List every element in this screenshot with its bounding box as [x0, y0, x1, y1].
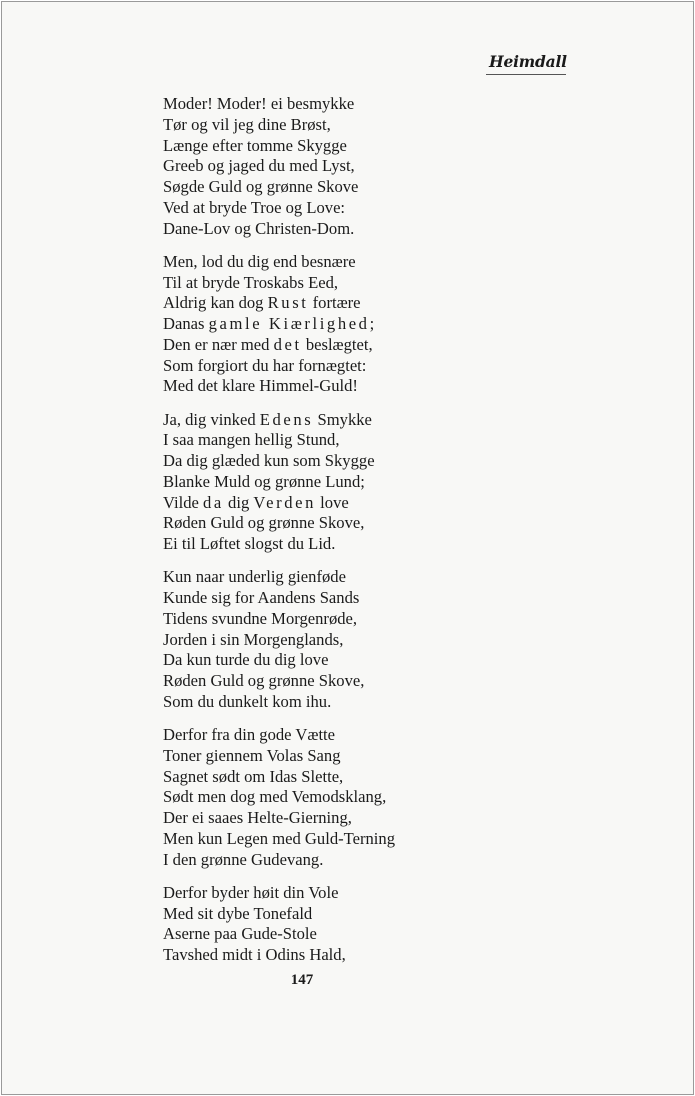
verse-line	[163, 567, 395, 588]
verse-text: Med det klare Himmel-Guld!	[163, 376, 358, 396]
verse-text: Smykke	[313, 409, 372, 429]
verse-line	[163, 904, 395, 925]
verse-line	[163, 850, 395, 871]
verse-line	[163, 945, 395, 966]
verse-line	[163, 410, 395, 431]
verse-line	[163, 650, 395, 671]
verse-line	[163, 725, 395, 746]
verse-line	[163, 376, 395, 397]
verse-text: Tidens svundne Morgenrøde,	[163, 608, 358, 628]
verse-text: Sagnet sødt om Idas Slette,	[163, 766, 344, 786]
verse-text: Derfor fra din gode Vætte	[163, 725, 336, 744]
verse-line	[163, 493, 395, 514]
spaced-emphasis-text: Rust	[267, 293, 309, 313]
verse-line	[163, 534, 395, 555]
verse-text: Danas	[163, 314, 209, 333]
spaced-emphasis-text: da	[203, 492, 224, 512]
verse-line	[163, 671, 395, 692]
verse-text: Jorden i sin Morgenglands,	[163, 629, 344, 649]
verse-text: Ei til Løftet slogst du Lid.	[163, 534, 336, 553]
verse-line	[163, 472, 395, 493]
verse-line	[163, 692, 395, 713]
stanza	[163, 567, 395, 712]
verse-text: Moder! Moder! ei besmykke	[163, 94, 355, 113]
stanza	[163, 725, 395, 870]
verse-text: Toner giennem Volas Sang	[163, 745, 341, 765]
verse-text: Som du dunkelt kom ihu.	[163, 691, 332, 711]
verse-line	[163, 273, 395, 294]
verse-text: Da kun turde du dig love	[163, 650, 329, 670]
verse-line	[163, 252, 395, 273]
verse-line	[163, 219, 395, 240]
verse-text: Greeb og jaged du med Lyst,	[163, 156, 355, 176]
verse-text: Til at bryde Troskabs Eed,	[163, 272, 339, 292]
verse-text: love	[316, 492, 349, 512]
verse-text: Sødt men dog med Vemodsklang,	[163, 787, 387, 807]
spaced-emphasis-text: Verden	[253, 492, 317, 512]
verse-text: Med sit dybe Tonefald	[163, 903, 313, 923]
verse-text: Ved at bryde Troe og Love:	[163, 197, 346, 217]
verse-line	[163, 293, 395, 314]
verse-text: Men, lod du dig end besnære	[163, 251, 356, 271]
verse-line	[163, 94, 395, 115]
spaced-emphasis-text: det	[273, 334, 302, 354]
verse-text: Der ei saaes Helte-Gierning,	[163, 808, 352, 827]
spaced-emphasis-text: gamle Kiærlighed	[208, 314, 370, 333]
verse-text: Blanke Muld og grønne Lund;	[163, 471, 365, 491]
stanza	[163, 252, 395, 397]
verse-text: Længe efter tomme Skygge	[163, 135, 347, 155]
verse-line	[163, 451, 395, 472]
verse-line	[163, 787, 395, 808]
poem-body	[163, 94, 395, 978]
verse-line	[163, 115, 395, 136]
book-page	[1, 1, 694, 1095]
verse-text: Tør og vil jeg dine Brøst,	[163, 114, 331, 134]
verse-line	[163, 513, 395, 534]
verse-line	[163, 630, 395, 651]
verse-text: Da dig glæded kun som Skygge	[163, 451, 375, 470]
verse-line	[163, 609, 395, 630]
verse-text: Dane-Lov og Christen-Dom.	[163, 218, 355, 238]
verse-line	[163, 430, 395, 451]
spaced-emphasis-text: Edens	[259, 409, 314, 429]
verse-text: Men kun Legen med Guld-Terning	[163, 828, 396, 848]
verse-text: Aldrig kan dog	[163, 293, 268, 313]
verse-text: fortære	[308, 293, 361, 313]
verse-text: Vilde	[163, 492, 204, 512]
verse-line	[163, 335, 395, 356]
verse-text: dig	[223, 492, 254, 512]
verse-line	[163, 924, 395, 945]
verse-text: Røden Guld og grønne Skove,	[163, 513, 365, 533]
verse-line	[163, 177, 395, 198]
verse-line	[163, 156, 395, 177]
verse-line	[163, 746, 395, 767]
verse-line	[163, 883, 395, 904]
verse-text: Røden Guld og grønne Skove,	[163, 671, 365, 690]
stanza	[163, 883, 395, 966]
verse-line	[163, 314, 395, 335]
verse-line	[163, 198, 395, 219]
verse-text: Som forgiort du har fornægtet:	[163, 355, 367, 375]
stanza	[163, 94, 395, 239]
verse-line	[163, 136, 395, 157]
verse-text: I den grønne Gudevang.	[163, 849, 324, 869]
verse-text: Derfor byder høit din Vole	[163, 882, 339, 902]
verse-line	[163, 767, 395, 788]
verse-text: Aserne paa Gude-Stole	[163, 924, 317, 944]
verse-text: Tavshed midt i Odins Hald,	[163, 945, 346, 964]
verse-text: Kunde sig for Aandens Sands	[163, 588, 360, 607]
verse-text: Den er nær med	[163, 334, 274, 354]
verse-text: Søgde Guld og grønne Skove	[163, 177, 359, 196]
page-number: 147	[290, 972, 314, 988]
verse-text: Ja, dig vinked	[163, 409, 260, 429]
verse-line	[163, 829, 395, 850]
header-rule	[486, 74, 566, 75]
verse-line	[163, 356, 395, 377]
verse-text: I saa mangen hellig Stund,	[163, 430, 340, 450]
verse-text: ;	[369, 314, 375, 333]
verse-line	[163, 588, 395, 609]
verse-line	[163, 808, 395, 829]
running-header: Heimdall	[489, 52, 567, 71]
verse-text: beslægtet,	[301, 334, 373, 354]
stanza	[163, 410, 395, 555]
verse-text: Kun naar underlig gienføde	[163, 567, 346, 587]
